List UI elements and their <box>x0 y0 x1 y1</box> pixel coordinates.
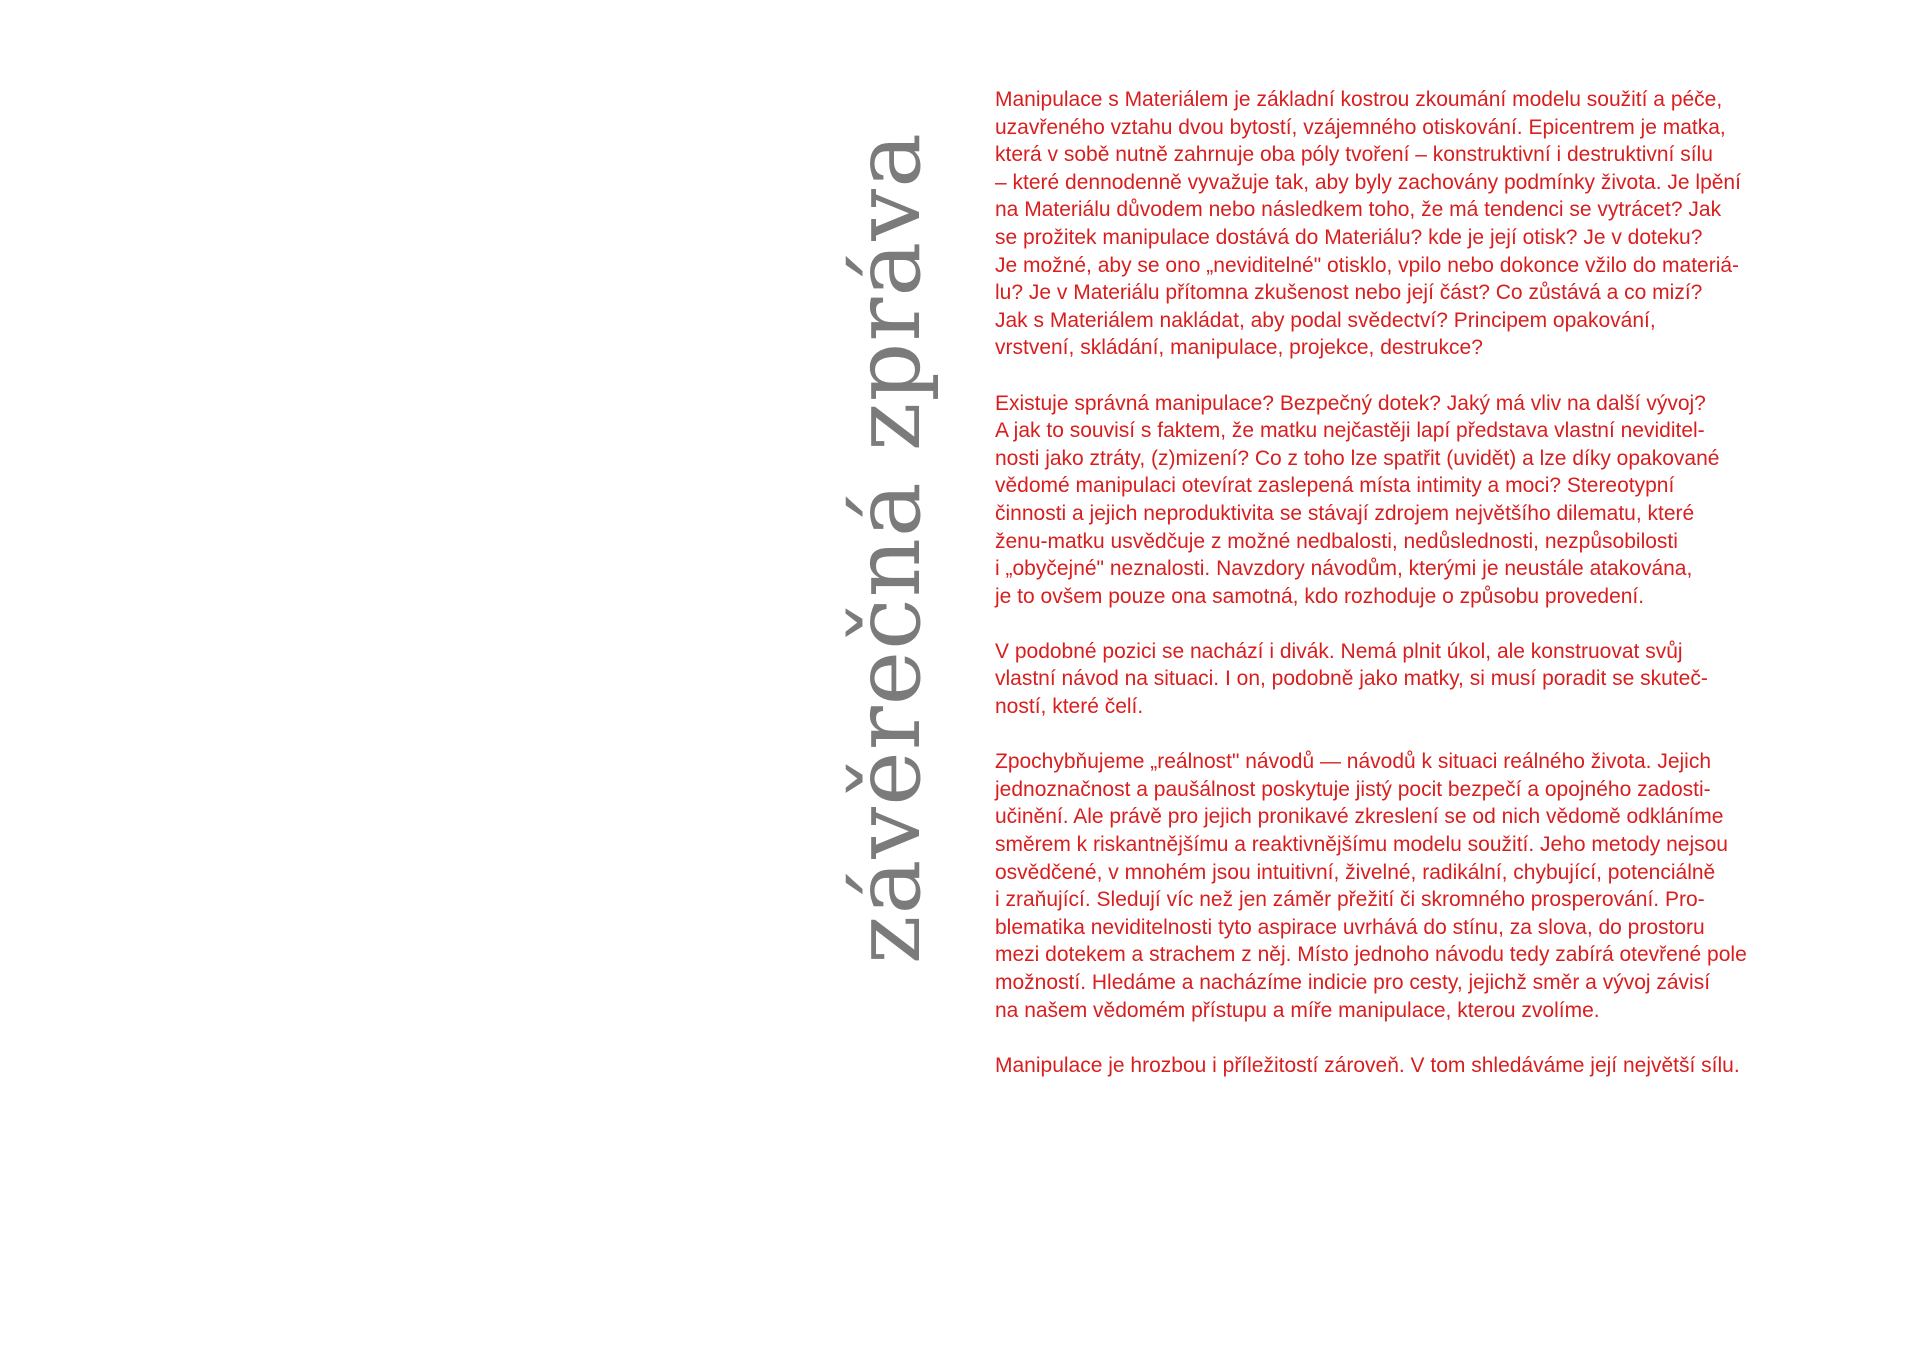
text-column <box>995 86 1880 1079</box>
page-title: závěrečná zpráva <box>834 131 941 965</box>
paragraph-4: Zpochybňujeme „reálnost" návodů — návodů k situaci reálného života. Jejich jednoznačnost a paušálnost poskytuje jistý pocit bezpečí a opojného zadosti- učinění. Ale právě pro jejich pronikavé zkreslení se od nich vědomě odkláníme směrem k riskantnějšímu a reaktivnějšímu modelu soužití. Jeho metody nejsou osvědčené, v mnohém jsou intuitivní, živelné, radikální, chybující, potenciálně i zraňující. Sledují víc než jen záměr přežití či skromného prosperování. Pro- blematika neviditelnosti tyto aspirace uvrhává do stínu, za slova, do prostoru mezi dotekem a strachem z něj. Místo jednoho návodu tedy zabírá otevřené pole možností. Hledáme a nacházíme indicie pro cesty, jejichž směr a vývoj závisí na našem vědomém přístupu a míře manipulace, kterou zvolíme. <box>995 750 1747 1022</box>
paragraph-3: V podobné pozici se nachází i divák. Nemá plnit úkol, ale konstruovat svůj vlastní návod na situaci. I on, podobně jako matky, si musí poradit se skuteč- ností, které čelí. <box>995 639 1708 719</box>
paragraph-2: Existuje správná manipulace? Bezpečný dotek? Jaký má vliv na další vývoj? A jak to souvisí s faktem, že matku nejčastěji lapí představa vlastní neviditel- nosti jako ztráty, (z)mizení? Co z toho lze spatřit (uvidět) a lze díky opakované vědomé manipulaci otevírat zaslepená místa intimity a moci? Stereotypní činnosti a jejich neproduktivita se stávají zdrojem největšího dilematu, které ženu-matku usvědčuje z možné nedbalosti, nedůslednosti, nezpůsobilosti i „obyčejné" neznalosti. Navzdory návodům, kterými je neustále atakována, je to ovšem pouze ona samotná, kdo rozhoduje o způsobu provedení. <box>995 391 1720 608</box>
paragraph-5: Manipulace je hrozbou i příležitostí zároveň. V tom shledáváme její největší sílu. <box>995 1053 1740 1077</box>
vertical-title-container <box>829 78 947 1018</box>
paragraph-1: Manipulace s Materiálem je základní kostrou zkoumání modelu soužití a péče, uzavřeného vztahu dvou bytostí, vzájemného otiskování. Epicentrem je matka, která v sobě nutně zahrnuje oba póly tvoření – konstruktivní i destruktivní sílu – které dennodenně vyvažuje tak, aby byly zachovány podmínky života. Je lpění na Materiálu důvodem nebo následkem toho, že má tendenci se vytrácet? Jak se prožitek manipulace dostává do Materiálu? kde je její otisk? Je v doteku? Je možné, aby se ono „neviditelné" otisklo, vpilo nebo dokonce vžilo do materiá- lu? Je v Materiálu přítomna zkušenost nebo její část? Co zůstává a co mizí? Jak s Materiálem nakládat, aby podal svědectví? Principem opakování, vrstvení, skládání, manipulace, projekce, destrukce? <box>995 88 1741 360</box>
